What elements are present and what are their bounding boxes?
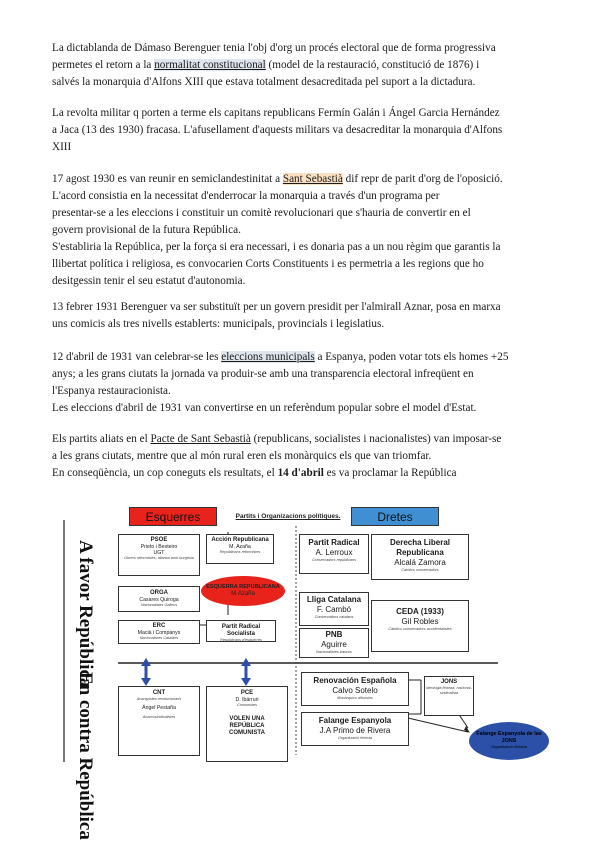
party-leader: Aguirre	[321, 640, 347, 649]
party-note: Anarquistes revolucionaris	[136, 697, 182, 701]
box-psoe	[118, 534, 200, 576]
party-name: PSOE	[150, 537, 168, 543]
party-leader: Casares Quiroga	[139, 597, 179, 603]
box-erc	[118, 620, 200, 644]
party-note: Anarcosindicalistes	[142, 714, 176, 719]
arrow-head	[241, 678, 251, 686]
party-name: Renovación Española	[313, 676, 397, 685]
text-span: dif repr de parit d'org de l'oposició.	[342, 173, 503, 185]
party-leader: M. Azaña	[229, 544, 251, 550]
text-span: es va proclamar la República	[323, 467, 457, 479]
paragraph-berenguer	[52, 299, 552, 333]
box-partit-radical-socialista	[206, 620, 276, 642]
party-note: Ideologia feixista, nacional-sindicalista	[426, 686, 472, 695]
box-renovacion-espanola	[301, 672, 409, 706]
text-line: govern provisional de la futura República.	[52, 224, 241, 236]
party-note: Organització feixista	[337, 736, 373, 740]
party-note: Republicans reformistes	[219, 550, 261, 554]
party-note: Conservadors catalans	[314, 615, 354, 619]
box-cnt	[118, 686, 200, 756]
text-line: 13 febrer 1931 Berenguer va ser substituït per un govern presidit per l'almirall Aznar, posa en marxa	[52, 301, 501, 313]
party-note: Catòlics conservadors	[401, 568, 439, 572]
text-span: 12 d'abril de 1931 van celebrar-se les	[52, 351, 222, 363]
link-eleccions-municipals[interactable]: eleccions municipals	[221, 351, 315, 363]
party-note: Obrers reformistes, alianza amb burgesia	[124, 556, 194, 560]
party-name: Falange Espanyola	[318, 716, 392, 725]
text-line	[52, 57, 552, 74]
party-name: ORGA	[150, 590, 168, 596]
text-span: (republicans, socialistes i nacionalistes) van imposar-se	[250, 433, 502, 445]
party-name: Acción Republicana	[211, 537, 269, 543]
paragraph-resultats	[52, 431, 552, 482]
party-note: Catòlics conservadors accidentalistes	[388, 627, 452, 631]
text-line: a les grans ciutats, mentre que al món rural eren els monàrquics els que van triomfar.	[52, 450, 432, 462]
text-line: La revolta militar q porten a terme els capitans republicans Fermín Galán i Ángel Garcia Hernández	[52, 107, 500, 119]
party-leader: F. Cambó	[316, 605, 352, 614]
party-note: Monàrquics alfonsins	[337, 696, 373, 700]
party-note: Nacionalistes Gallecs	[140, 603, 178, 607]
text-line: S'establiria la República, per la força si era necessari, i es donaria pas a un nou règim que garantis la	[52, 241, 501, 253]
party-leader: Macià i Companys	[137, 630, 181, 636]
box-pce	[206, 686, 288, 762]
box-lliga-catalana	[299, 592, 369, 626]
text-span: a Espanya, poden votar tots els homes +25	[314, 351, 509, 363]
party-name: Lliga Catalana	[306, 595, 362, 604]
text-line: salvés la monarquia d'Alfons XIII que estava totalment desacreditada pel suport a la dictadura.	[52, 76, 476, 88]
text-line: l'Espanya restauracionista.	[52, 385, 171, 397]
party-name: ESQUERRA REPUBLICANA	[206, 584, 280, 590]
text-span: En conseqüència, un cop coneguts els resultats, el	[52, 467, 278, 479]
ellipse-falange-jons	[469, 722, 549, 760]
party-leader: J.A Primo de Rivera	[319, 726, 391, 735]
party-name: JONS	[440, 679, 458, 685]
esquerres-header: Esquerres	[129, 507, 217, 526]
party-leader: Gil Robles	[401, 617, 439, 626]
arrow-head	[241, 658, 251, 666]
party-leader: Prieto i Besteiro	[140, 544, 178, 550]
box-partit-radical	[299, 534, 369, 574]
party-note: Comunistes	[236, 703, 258, 707]
party-leader: M.Azaña	[231, 590, 255, 597]
parties-diagram	[56, 500, 552, 840]
text-line: anys; a les grans ciutats la jornada va produir-se amb una transparencia electoral infreqüent en	[52, 368, 474, 380]
party-leader: D. Ibárruri	[235, 697, 259, 703]
box-derecha-liberal-republicana	[371, 534, 469, 580]
text-line	[52, 465, 552, 482]
party-name: Falange Espanyola de las JONS	[476, 731, 542, 744]
arrow-head	[141, 678, 151, 686]
text-line: presentar-se a les eleccions i constituir un comitè revolucionari que s'hauria de convertir en el	[52, 207, 471, 219]
box-ceda	[371, 600, 469, 652]
text-line: uns comicis als tres nivells establerts: municipals, provincials i legislatius.	[52, 318, 385, 330]
text-line	[52, 431, 552, 448]
box-falange-espanyola	[301, 712, 409, 746]
side-label-a-favor: A favor República	[75, 540, 96, 688]
party-note: Conservadors republicans	[311, 558, 357, 562]
paragraph-dictablanda	[52, 40, 552, 91]
link-sant-sebastia[interactable]: Sant Sebastià	[282, 173, 343, 185]
party-note: Republicans d'esquerres	[220, 638, 262, 642]
pce-slogan: VOLEN UNA REPÚBLICA COMUNISTA	[229, 715, 265, 736]
box-jons	[424, 676, 474, 716]
party-leader: Calvo Sotelo	[332, 686, 378, 695]
party-name: Partit Radical Socialista	[221, 624, 261, 637]
text-span: Els partits aliats en el	[52, 433, 151, 445]
party-union: UGT	[153, 550, 165, 556]
box-accion-republicana	[206, 534, 274, 564]
text-line: llibertat política i religiosa, es convocarien Corts Constituents i es permetria a les regions que ho	[52, 258, 484, 270]
paragraph-revolta-jaca	[52, 105, 552, 156]
bold-date: 14 d'abril	[277, 467, 324, 479]
text-line: Les eleccions d'abril de 1931 van convertirse en un referèndum popular sobre el model d'Estat.	[52, 402, 477, 414]
party-leader: Alcalá Zamora	[394, 558, 446, 567]
text-span: (model de la restauració, constitució de 1876) i	[265, 59, 480, 71]
link-normalitat-constitucional[interactable]: normalitat constitucional	[154, 59, 266, 71]
paragraph-eleccions	[52, 349, 552, 417]
arrow-to-fe-jons	[408, 718, 468, 732]
center-title: Partits i Organizacions polítiques.	[235, 513, 341, 520]
text-span: permetes el retorn a la	[52, 59, 155, 71]
arrow-head	[141, 658, 151, 666]
dretes-header: Dretes	[351, 507, 439, 526]
paragraph-pacte	[52, 171, 552, 290]
party-note: Organització feixista	[490, 744, 527, 749]
side-label-en-contra: En contra República	[75, 672, 96, 840]
text-line: L'acord consistia en la necessitat d'enderrocar la monarquia a través d'un programa per	[52, 190, 440, 202]
party-name: CNT	[152, 690, 166, 696]
party-name: Partit Radical	[308, 538, 360, 547]
text-line: a Jaca (13 des 1930) fracasa. L'afusellament d'aquests militars va desacreditar la monarquia d'Alfons	[52, 124, 503, 136]
box-pnb	[299, 628, 369, 658]
text-line	[52, 171, 552, 188]
text-line: La dictablanda de Dámaso Berenguer tenia l'obj d'org un procés electoral que de forma progressiva	[52, 42, 496, 54]
party-name: CEDA (1933)	[396, 607, 444, 616]
text-line: XIII	[52, 141, 72, 153]
text-line: desitgessin tenir el seu estatut d'autonomia.	[52, 275, 246, 287]
party-leader: A. Lerroux	[315, 548, 353, 557]
party-note: Nacionalistes Catalans	[139, 636, 179, 640]
link-pacte-sant-sebastia[interactable]: Pacte de Sant Sebastià	[150, 433, 251, 445]
party-name: Derecha Liberal Republicana	[389, 538, 451, 557]
party-note: Nacionalistes bascos	[316, 650, 352, 654]
ellipse-esquerra-republicana	[201, 576, 285, 606]
party-name: PCE	[240, 690, 254, 696]
text-span: 17 agost 1930 es van reunir en semiclandestinitat a	[52, 173, 283, 185]
box-orga	[118, 586, 200, 612]
party-name: ERC	[152, 623, 166, 629]
party-leader: Ángel Pestaña	[142, 704, 176, 711]
text-line	[52, 349, 552, 366]
party-name: PNB	[325, 630, 343, 639]
